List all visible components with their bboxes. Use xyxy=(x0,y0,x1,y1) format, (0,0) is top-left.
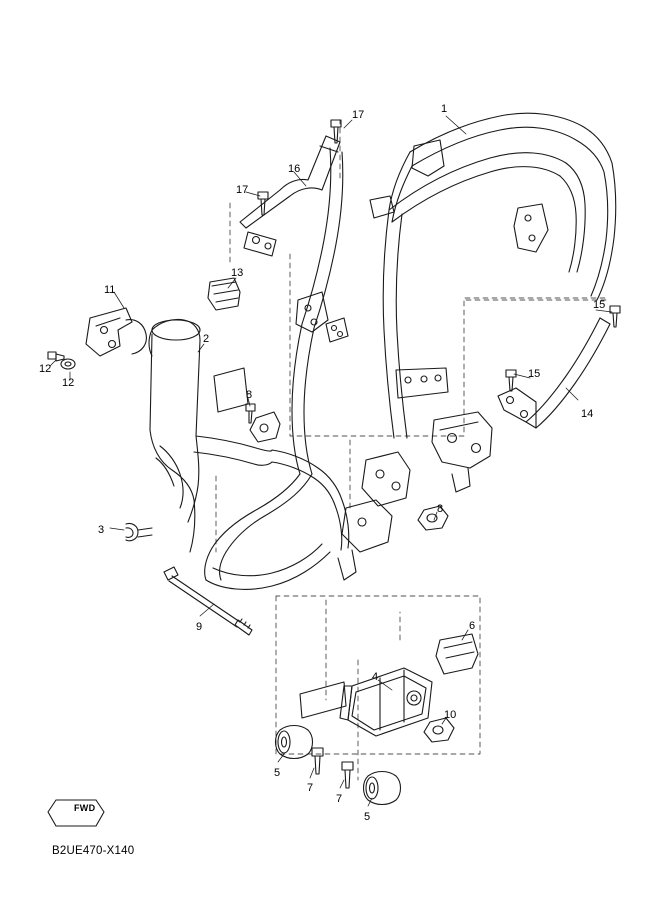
callout-17-left: 17 xyxy=(236,184,249,196)
callout-8-right: 8 xyxy=(437,503,444,515)
callout-7-left: 7 xyxy=(307,782,314,794)
callout-5-left: 5 xyxy=(274,767,281,779)
callout-17-top: 17 xyxy=(352,109,365,121)
callout-5-right: 5 xyxy=(364,811,371,823)
callout-16: 16 xyxy=(288,163,301,175)
callout-2: 2 xyxy=(203,333,210,345)
callout-15-right: 15 xyxy=(593,299,606,311)
callout-15-lower: 15 xyxy=(528,368,541,380)
fwd-badge-label: FWD xyxy=(74,803,96,813)
callout-12-b: 12 xyxy=(62,377,75,389)
callout-7-right: 7 xyxy=(336,793,343,805)
part-code-label: B2UE470-X140 xyxy=(52,845,135,857)
callout-4: 4 xyxy=(372,671,379,683)
callout-12-a: 12 xyxy=(39,363,52,375)
callout-6: 6 xyxy=(469,620,476,632)
callout-11: 11 xyxy=(104,284,116,296)
callout-3: 3 xyxy=(98,524,105,536)
callout-9: 9 xyxy=(196,621,203,633)
callout-8-left: 8 xyxy=(246,389,253,401)
callout-14: 14 xyxy=(581,408,594,420)
callout-13: 13 xyxy=(231,267,244,279)
callout-10: 10 xyxy=(444,709,457,721)
callout-1: 1 xyxy=(441,103,448,115)
